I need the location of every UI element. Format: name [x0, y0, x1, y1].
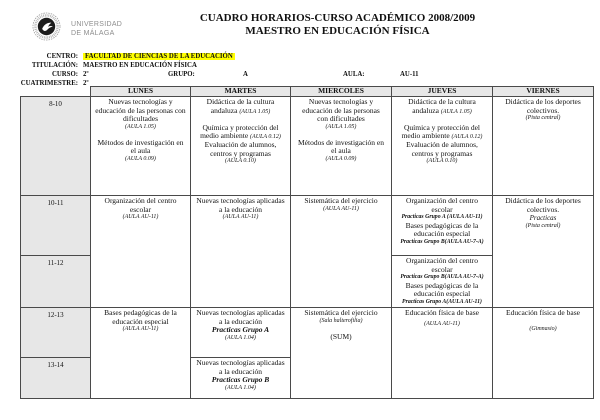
cell-line: Bases pedagógicas de la [405, 220, 479, 230]
practice-group: Practicas Grupo B [211, 375, 270, 384]
room-note: (AULA AU-11) [122, 326, 159, 332]
cell-line: Didáctica de la cultura [408, 97, 476, 106]
room-note: (AULA 0.12) [250, 134, 281, 140]
room-note: (AULA 0.12) [451, 134, 483, 140]
day-header-viernes: VIERNES [493, 87, 594, 97]
cell-line: Sistemática del ejercicio [304, 308, 378, 317]
cell-line: a la educación [219, 366, 262, 376]
curso-label: CURSO: [51, 71, 78, 78]
practice-group: Practicas Grupo A [211, 325, 270, 334]
cell-jueves-11-12 [392, 256, 493, 308]
room-note: (AULA 0.09) [125, 155, 156, 162]
cell-line: escolar [129, 204, 152, 214]
cell-line: Sistemática del ejercicio [304, 196, 378, 205]
grupo-value: A [243, 71, 248, 78]
centro-highlight: FACULTAD DE CIENCIAS DE LA EDUCACIÓN [85, 53, 233, 60]
page-title [150, 12, 525, 38]
room-note: (Gimnasio) [529, 325, 557, 332]
cell-martes-13-14 [191, 358, 291, 399]
cell-line: educación especial [112, 316, 169, 326]
centro-value [83, 52, 235, 61]
cell-line: Química y protección del [403, 122, 480, 132]
room-note: (AULA AU-11) [424, 320, 460, 327]
cell-line: Nuevas tecnologías y [308, 97, 374, 106]
cell-jueves-8-10 [392, 97, 493, 196]
titulacion-value: MAESTRO EN EDUCACIÓN FÍSICA [83, 62, 197, 69]
cell-line: Bases pedagógicas de la [104, 308, 177, 317]
practice-note: Practicas [529, 214, 557, 222]
cell-line: educación especial [413, 229, 471, 238]
info-row-curso [0, 70, 600, 79]
room-note: (AULA AU-11) [323, 205, 359, 212]
universidad-malaga-seal-icon [32, 12, 61, 41]
cell-line: Química y protección del [202, 122, 279, 132]
day-header-jueves: JUEVES [392, 87, 493, 97]
cell-line: Nuevas tecnologías y [108, 97, 173, 106]
cell-line: Métodos de investigación en [97, 137, 184, 147]
cell-line: Educación física de base [506, 308, 580, 317]
time-13-14: 13-14 [21, 358, 91, 399]
info-row-centro [0, 52, 600, 61]
practice-note: Practicas Grupo A(AULA AU-11) [402, 298, 482, 305]
cell-line: Organización del centro [406, 256, 478, 265]
cell-martes-8-10 [191, 97, 291, 196]
cell-text: andaluza [412, 105, 439, 115]
room-note: (AULA 1.05) [125, 123, 156, 130]
info-row-titulacion [0, 61, 600, 70]
cell-line [193, 107, 288, 116]
cell-line: dificultades [123, 114, 158, 123]
cell-line: escolar [431, 264, 453, 274]
room-note: (AULA 1.05) [239, 108, 271, 115]
university-name-line1: UNIVERSIDAD [71, 21, 123, 28]
day-header-miercoles: MIERCOLES [291, 87, 392, 97]
cell-line: Didáctica de los deportes [505, 196, 581, 205]
cell-line: escolar [431, 204, 453, 214]
room-note: (Sala halterofilia) [319, 317, 363, 324]
cell-line: Nuevas tecnologías aplicadas [196, 308, 285, 317]
row-12-13 [21, 308, 594, 358]
cell-line: Educación física de base [405, 308, 479, 317]
time-10-11: 10-11 [21, 196, 91, 256]
row-10-11 [21, 196, 594, 256]
practice-note: Practicas Grupo A (AULA AU-11) [401, 214, 483, 220]
room-note: (Pista central) [525, 115, 561, 121]
page-title-line1: CUADRO HORARIOS-CURSO ACADÉMICO 2008/2009 [199, 12, 476, 24]
titulacion-label: TITULACIÓN: [31, 62, 78, 69]
room-note: (AULA AU-11) [222, 214, 259, 220]
time-12-13: 12-13 [21, 308, 91, 358]
practice-note: Practicas Grupo B(AULA AU-7-A) [400, 238, 484, 245]
cell-line: Nuevas tecnologías aplicadas [196, 358, 285, 367]
room-note: (AULA 1.04) [225, 384, 256, 391]
spacer [495, 318, 591, 326]
aula-label: AULA: [343, 71, 365, 78]
cell-lunes-12-14 [91, 308, 191, 399]
cell-line: a la educación [219, 316, 262, 326]
cell-line: Bases pedagógicas de la [405, 280, 479, 290]
cell-line: Nuevas tecnologías aplicadas [196, 196, 285, 205]
cell-line: educación especial [413, 289, 471, 298]
cell-viernes-8-10 [493, 97, 594, 196]
aula-value: AU-11 [400, 71, 419, 78]
cell-martes-12-13 [191, 308, 291, 358]
cell-lunes-10-12 [91, 196, 191, 308]
cell-line: Organización del centro [406, 196, 478, 205]
cell-jueves-12-14 [392, 308, 493, 399]
room-note: (AULA 0.10) [225, 158, 256, 164]
room-note: (AULA 1.05) [325, 123, 357, 130]
cell-line: Métodos de investigación en [297, 137, 385, 147]
cell-line: con dificultades [317, 114, 365, 123]
cell-line: educación de las personas [302, 105, 380, 115]
cell-line: Didáctica de la cultura [206, 97, 275, 106]
cuatrimestre-label: CUATRIMESTRE: [20, 80, 78, 87]
cell-text: medio ambiente [200, 131, 249, 140]
cell-viernes-10-12 [493, 196, 594, 308]
cell-line: Didáctica de los deportes [505, 97, 581, 106]
day-header-lunes: LUNES [91, 87, 191, 97]
cell-line: Evaluación de alumnos, [406, 140, 478, 149]
timetable [20, 86, 594, 399]
university-name-line2: DE MÁLAGA [71, 29, 115, 37]
cell-text: medio ambiente [401, 131, 450, 140]
cell-lunes-8-10 [91, 97, 191, 196]
cell-miercoles-8-10 [291, 97, 392, 196]
cell-miercoles-10-12 [291, 196, 392, 308]
cell-line: centros y programas [210, 148, 271, 158]
cell-line: (SUM) [330, 331, 352, 341]
time-8-10: 8-10 [21, 97, 91, 196]
row-8-10 [21, 97, 594, 196]
cell-text: andaluza [210, 105, 238, 115]
cell-line: el aula [130, 146, 151, 155]
cell-viernes-12-14 [493, 308, 594, 399]
corner-cell [21, 87, 91, 97]
room-note: (Pista central) [525, 222, 561, 229]
cell-line: colectivos. [526, 105, 560, 115]
cell-line: colectivos. [526, 204, 560, 214]
room-note: (AULA 0.09) [325, 155, 357, 162]
day-header-row [21, 87, 594, 97]
cell-line: Organización del centro [104, 196, 177, 205]
cuatrimestre-value: 2º [83, 80, 89, 87]
practice-note: Practicas Grupo B(AULA AU-7-A) [400, 274, 484, 280]
grupo-label: GRUPO: [168, 71, 195, 78]
room-note: (AULA 1.05) [440, 108, 472, 115]
university-name [71, 21, 122, 38]
time-11-12: 11-12 [21, 256, 91, 308]
cell-miercoles-12-14 [291, 308, 392, 399]
cell-line: Evaluación de alumnos, [204, 140, 277, 149]
cell-line [394, 107, 490, 116]
day-header-martes: MARTES [191, 87, 291, 97]
curso-value: 2º [83, 71, 89, 78]
cell-jueves-10-11 [392, 196, 493, 256]
room-note: (AULA AU-11) [122, 214, 159, 220]
room-note: (AULA 1.04) [225, 334, 256, 341]
cell-martes-10-12 [191, 196, 291, 308]
cell-line: centros y programas [411, 148, 473, 158]
cell-line: el aula [331, 146, 351, 155]
centro-label: CENTRO: [46, 53, 78, 60]
cell-line: a la educación [219, 204, 262, 214]
cell-line: educación de las personas con [95, 105, 186, 115]
room-note: (AULA 0.10) [426, 158, 458, 164]
page-title-line2: MAESTRO EN EDUCACIÓN FÍSICA [245, 25, 430, 37]
